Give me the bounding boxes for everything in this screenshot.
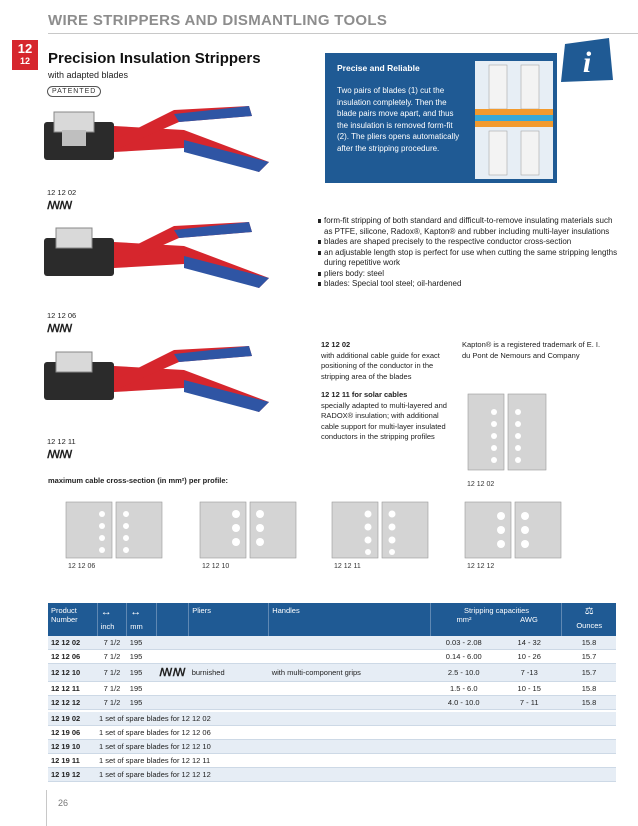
table-header-row — [48, 603, 616, 636]
cell-spare-code: 12 19 10 — [48, 740, 96, 754]
cell-handles — [269, 650, 431, 664]
plier-code: 12 12 02 — [47, 188, 77, 197]
cell-pliers: burnished — [189, 664, 269, 682]
blade-image — [330, 500, 430, 560]
blade-code: 12 12 02 — [467, 481, 495, 488]
note-code: 12 12 11 for solar cables — [321, 390, 408, 399]
chapter-number: 12 — [17, 41, 33, 56]
section-title: WIRE STRIPPERS AND DISMANTLING TOOLS — [48, 12, 388, 29]
cell-product: 12 12 10 — [48, 664, 97, 682]
patented-badge: PATENTED — [47, 86, 101, 97]
cell-ounces: 15.7 — [562, 664, 616, 682]
cell-mm: 195 — [127, 664, 157, 682]
cell-inch: 7 1/2 — [97, 650, 127, 664]
col-inch-label: inch — [100, 622, 115, 631]
cell-product: 12 12 06 — [48, 650, 97, 664]
cell-mm2: 0.14 - 6.00 — [431, 650, 497, 664]
cell-spare-text: 1 set of spare blades for 12 12 10 — [96, 740, 616, 754]
table-row — [48, 696, 616, 710]
col-pliers: Pliers — [189, 603, 269, 636]
cell-product: 12 12 02 — [48, 636, 97, 650]
plier-image-12-12-06 — [34, 216, 274, 296]
length-arrow-icon: ↔ — [100, 606, 112, 618]
cell-pliers — [189, 682, 269, 696]
svg-text:i: i — [582, 46, 592, 79]
blade-diagram — [475, 61, 553, 179]
chapter-tab — [12, 40, 38, 70]
blade-image — [64, 500, 164, 560]
col-stripping-capacities — [431, 603, 562, 636]
burnished-symbol: ꟿꟿ — [47, 200, 72, 212]
table-row — [48, 636, 616, 650]
blade-code: 12 12 12 — [467, 563, 495, 570]
cell-handles — [269, 682, 431, 696]
cell-mm: 195 — [127, 682, 157, 696]
col-ounces-label: Ounces — [576, 621, 603, 630]
table-row — [48, 664, 616, 682]
cell-pliers — [189, 636, 269, 650]
cell-mm: 195 — [127, 650, 157, 664]
cell-handles — [269, 696, 431, 710]
cell-awg: 10 - 15 — [496, 682, 562, 696]
spare-blades-table — [48, 712, 616, 782]
feature-item: blades: Special tool steel; oil-hardened — [318, 279, 618, 290]
col-inch — [97, 603, 127, 636]
burnished-symbol: ꟿꟿ — [156, 664, 188, 682]
cell-ounces: 15.8 — [562, 636, 616, 650]
page-number: 26 — [58, 798, 69, 808]
table-row — [48, 726, 616, 740]
table-row — [48, 740, 616, 754]
cell-product: 12 12 11 — [48, 682, 97, 696]
cell-pliers — [189, 650, 269, 664]
cell-pliers-symbol — [156, 696, 188, 710]
max-cross-section-label: maximum cable cross-section (in mm²) per profile: — [48, 476, 229, 485]
note-text: with additional cable guide for exact positioning of the conductor in the stripping area of the blades — [321, 350, 440, 381]
table-row — [48, 712, 616, 726]
cell-spare-code: 12 19 06 — [48, 726, 96, 740]
cell-ounces: 15.8 — [562, 682, 616, 696]
blade-code: 12 12 10 — [202, 563, 230, 570]
note-12-12-11 — [321, 390, 451, 443]
length-arrow-icon: ↔ — [130, 606, 142, 618]
cell-mm2: 2.5 - 10.0 — [431, 664, 497, 682]
cell-inch: 7 1/2 — [97, 696, 127, 710]
cell-ounces: 15.7 — [562, 650, 616, 664]
trademark-note: Kapton® is a registered trademark of E. I. du Pont de Nemours and Company — [462, 340, 601, 360]
cell-inch: 7 1/2 — [97, 636, 127, 650]
cell-ounces: 15.8 — [562, 696, 616, 710]
table-row — [48, 650, 616, 664]
feature-item: form-fit stripping of both standard and difficult-to-remove insulating materials such as PTFE, silicone, Radox®, Kapton® and rubber including multi-layer insulations — [318, 216, 618, 237]
cell-awg: 7 - 11 — [496, 696, 562, 710]
blade-code: 12 12 06 — [68, 563, 96, 570]
cell-spare-code: 12 19 12 — [48, 768, 96, 782]
info-icon — [557, 34, 617, 86]
cell-pliers-symbol — [156, 650, 188, 664]
cell-mm2: 4.0 - 10.0 — [431, 696, 497, 710]
cell-pliers-symbol — [156, 636, 188, 650]
cell-pliers — [189, 696, 269, 710]
cell-spare-text: 1 set of spare blades for 12 12 02 — [96, 712, 616, 726]
info-box — [325, 53, 557, 183]
cell-inch: 7 1/2 — [97, 682, 127, 696]
cell-mm: 195 — [127, 696, 157, 710]
cell-spare-text: 1 set of spare blades for 12 12 11 — [96, 754, 616, 768]
plier-code: 12 12 06 — [47, 311, 77, 320]
cell-spare-text: 1 set of spare blades for 12 12 06 — [96, 726, 616, 740]
weight-scale-icon: ⚖ — [584, 606, 594, 617]
cell-inch: 7 1/2 — [97, 664, 127, 682]
col-product-number: Product Number — [48, 603, 97, 636]
note-code: 12 12 02 — [321, 340, 351, 349]
burnished-symbol: ꟿꟿ — [47, 323, 72, 335]
plier-image-12-12-11 — [34, 340, 274, 420]
cell-pliers-symbol — [156, 682, 188, 696]
chapter-sub-number: 12 — [19, 56, 30, 66]
stripping-sub-headers — [431, 615, 561, 624]
col-handles: Handles — [269, 603, 431, 636]
feature-item: blades are shaped precisely to the respective conductor cross-section — [318, 237, 618, 248]
table-row — [48, 754, 616, 768]
product-title: Precision Insulation Strippers — [48, 50, 261, 67]
table-row — [48, 682, 616, 696]
col-pliers-symbol — [156, 603, 188, 636]
cell-mm: 195 — [127, 636, 157, 650]
cell-spare-code: 12 19 11 — [48, 754, 96, 768]
col-mm-label: mm — [130, 622, 143, 631]
col-awg: AWG — [520, 615, 538, 624]
blade-image — [466, 392, 548, 472]
cell-mm2: 1.5 - 6.0 — [431, 682, 497, 696]
cell-product: 12 12 12 — [48, 696, 97, 710]
note-12-12-02 — [321, 340, 451, 382]
stripping-capacities-label: Stripping capacities — [463, 606, 529, 615]
cell-mm2: 0.03 - 2.08 — [431, 636, 497, 650]
feature-item: pliers body: steel — [318, 269, 618, 280]
cell-awg: 10 - 26 — [496, 650, 562, 664]
col-mm — [127, 603, 157, 636]
cell-spare-code: 12 19 02 — [48, 712, 96, 726]
info-box-title: Precise and Reliable — [337, 63, 420, 73]
burnished-symbol: ꟿꟿ — [47, 449, 72, 461]
feature-list — [318, 216, 618, 290]
cell-awg: 14 - 32 — [496, 636, 562, 650]
table-row — [48, 768, 616, 782]
cell-awg: 7 -13 — [496, 664, 562, 682]
cell-handles — [269, 636, 431, 650]
col-ounces — [562, 603, 616, 636]
col-mm2: mm² — [456, 615, 472, 624]
cell-handles: with multi-component grips — [269, 664, 431, 682]
plier-code: 12 12 11 — [47, 437, 76, 446]
blade-image — [198, 500, 298, 560]
plier-image-12-12-02 — [34, 100, 274, 180]
page-margin-rule — [46, 790, 47, 826]
cell-spare-text: 1 set of spare blades for 12 12 12 — [96, 768, 616, 782]
feature-item: an adjustable length stop is perfect for use when cutting the same stripping lengths during repetitive work — [318, 248, 618, 269]
product-table — [48, 603, 616, 710]
header-rule — [48, 33, 638, 34]
blade-image — [463, 500, 563, 560]
info-box-text: Two pairs of blades (1) cut the insulation completely. Then the blade pairs move apart, and thus the insulation is removed form-fit (2). The pliers opens automatically after the stripping procedure. — [337, 86, 460, 153]
note-text: specially adapted to multi-layered and RADOX® insulation; with additional cable support for multi-layer insulated conductors in the stripping profiles — [321, 400, 447, 441]
product-subtitle: with adapted blades — [48, 70, 129, 80]
blade-code: 12 12 11 — [334, 563, 361, 570]
